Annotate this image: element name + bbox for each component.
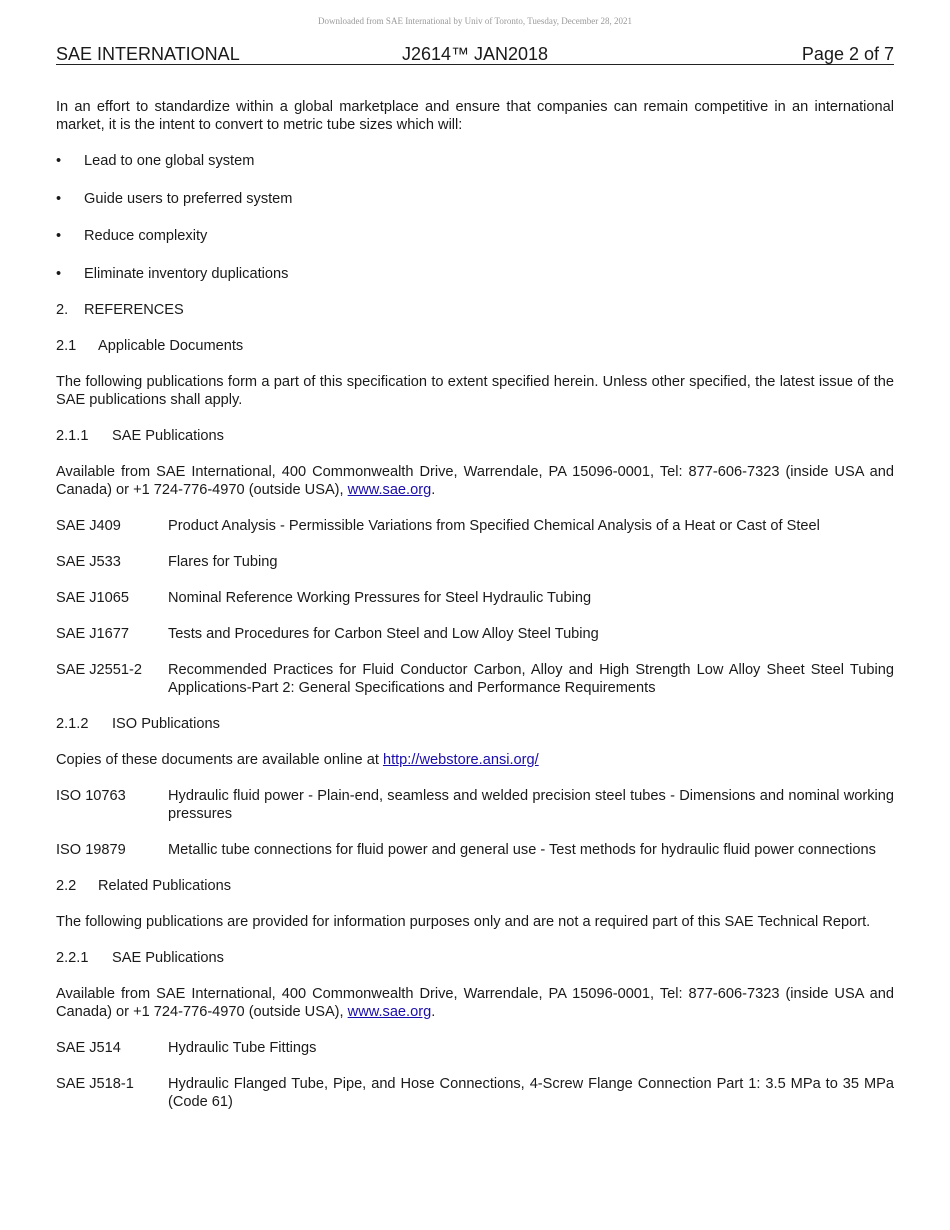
bullet-icon: • <box>56 228 62 244</box>
section-heading-2-1: 2.1 Applicable Documents <box>56 337 244 354</box>
page-header <box>56 44 894 65</box>
section-heading-2-1-2: 2.1.2 ISO Publications <box>56 715 220 732</box>
section-2-2-text: The following publications are provided for information purposes only and are not a required part of this SAE Technical Report. <box>56 913 871 930</box>
reference-entry: SAE J514 Hydraulic Tube Fittings <box>56 1039 317 1056</box>
list-item: • Lead to one global system <box>56 153 255 169</box>
reference-entry: SAE J1677 Tests and Procedures for Carbon Steel and Low Alloy Steel Tubing <box>56 625 599 642</box>
reference-entry: SAE J1065 Nominal Reference Working Pressures for Steel Hydraulic Tubing <box>56 589 592 606</box>
document-body <box>56 98 894 1129</box>
section-heading-2-2-1: 2.2.1 SAE Publications <box>56 949 224 966</box>
section-2-1-2-text: Copies of these documents are available online at http://webstore.ansi.org/ <box>56 751 539 768</box>
reference-entry: SAE J409 Product Analysis - Permissible Variations from Specified Chemical Analysis of a Heat or Cast of Steel <box>56 517 820 534</box>
document-number: J2614™ JAN2018 <box>401 44 549 64</box>
reference-entry: SAE J533 Flares for Tubing <box>56 553 278 570</box>
download-watermark: Downloaded from SAE International by Univ of Toronto, Tuesday, December 28, 2021 <box>317 16 633 26</box>
section-2-1-1-text: Available from SAE International, 400 Commonwealth Drive, Warrendale, PA 15096-0001, Tel: 877-606-7323 (inside USA and Canada) or +1 724-776-4970 (outside USA), www.sae.org. <box>56 463 894 498</box>
reference-entry: SAE J518-1 Hydraulic Flanged Tube, Pipe, and Hose Connections, 4-Screw Flange Connection Part 1: 3.5 MPa to 35 MPa (Code 61) <box>56 1075 894 1110</box>
sae-website-link[interactable]: www.sae.org <box>347 1003 432 1020</box>
section-heading-2-2: 2.2 Related Publications <box>56 877 232 894</box>
bullet-icon: • <box>56 265 62 282</box>
sae-website-link[interactable]: www.sae.org <box>347 481 432 498</box>
reference-entry: ISO 19879 Metallic tube connections for fluid power and general use - Test methods for hydraulic fluid power connections <box>56 841 876 858</box>
publisher-name: SAE INTERNATIONAL <box>56 44 240 64</box>
ansi-webstore-link[interactable]: http://webstore.ansi.org/ <box>382 751 539 768</box>
reference-entry: ISO 10763 Hydraulic fluid power - Plain-end, seamless and welded precision steel tubes - Dimensions and nominal working pressures <box>56 787 894 822</box>
reference-entry: SAE J2551-2 Recommended Practices for Fluid Conductor Carbon, Alloy and High Strength Low Alloy Sheet Steel Tubing Applications-Part 2: General Specifications and Performance Requirements <box>56 661 894 696</box>
intro-paragraph: In an effort to standardize within a global marketplace and ensure that companies can remain competitive in an international market, it is the intent to convert to metric tube sizes which will: <box>56 99 894 133</box>
section-2-2-1-text: Available from SAE International, 400 Commonwealth Drive, Warrendale, PA 15096-0001, Tel: 877-606-7323 (inside USA and Canada) or +1 724-776-4970 (outside USA), www.sae.org. <box>56 985 894 1020</box>
bullet-icon: • <box>56 190 62 207</box>
list-item: • Guide users to preferred system <box>56 190 293 207</box>
list-item: • Reduce complexity <box>56 228 208 244</box>
section-2-1-text: The following publications form a part of this specification to extent specified herein. Unless other specified, the latest issue of the SAE publications shall apply. <box>56 373 894 408</box>
bullet-icon: • <box>56 153 62 169</box>
section-heading-2-1-1: 2.1.1 SAE Publications <box>56 427 224 444</box>
section-heading-2: 2. REFERENCES <box>56 301 184 318</box>
page-number: Page 2 of 7 <box>801 44 894 64</box>
list-item: • Eliminate inventory duplications <box>56 265 289 282</box>
bullet-list <box>56 152 894 283</box>
